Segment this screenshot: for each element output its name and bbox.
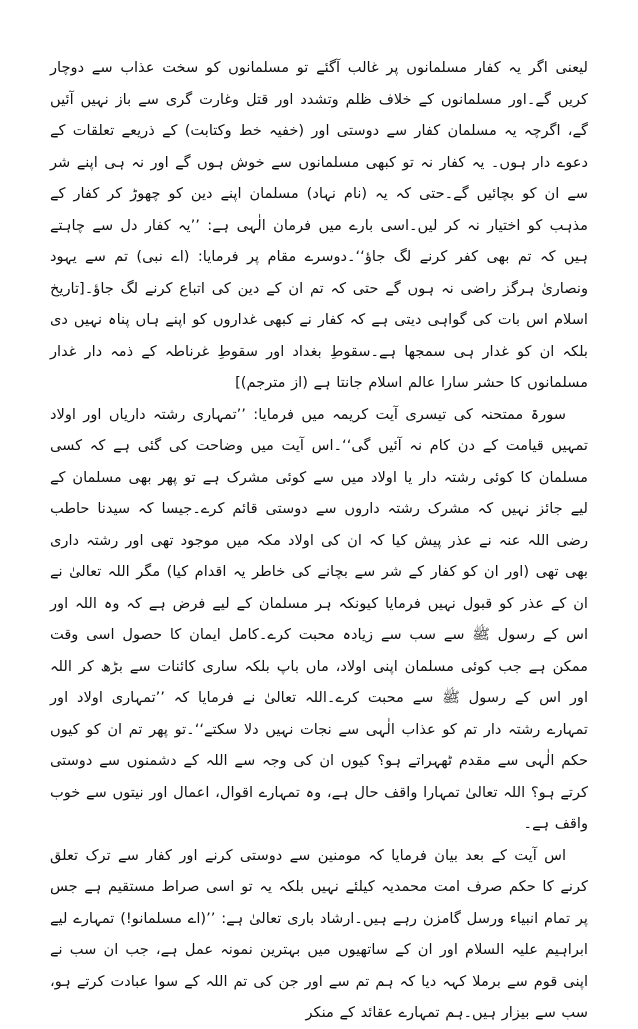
paragraph-surah-mumtahina: سورۃ ممتحنہ کی تیسری آیت کریمہ میں فرمایا: ’’تمہاری رشتہ داریاں اور اولاد تمہیں قیامت کے دن کام نہ آئیں گی‘‘۔اس آیت میں وضاحت کی گئی ہے کہ کسی مسلمان کا کوئی رشتہ دار یا اولاد میں سے کوئی مشرک ہے تو پھر بھی مسلمان کے لیے جائز نہیں کہ مشرک رشتہ داروں سے دوستی قائم کرے۔جیسا کہ سیدنا حاطب رضی اللہ عنہ نے عذر پیش کیا کہ ان کی اولاد مکہ میں موجود تھی اور رشتہ داری بھی تھی (اور ان کو کفار کے شر سے بچانے کی خاطر یہ اقدام کیا) مگر اللہ تعالیٰ نے ان کے عذر کو قبول نہیں فرمایا کیونکہ ہر مسلمان کے لیے فرض ہے کہ وہ اللہ اور اس کے رسول ﷺ سے سب سے زیادہ محبت کرے۔کامل ایمان کا حصول اسی وقت ممکن ہے جب کوئی مسلمان اپنی اولاد، ماں باپ بلکہ ساری کائنات سے بڑھ کر اللہ اور اس کے رسول ﷺ سے محبت کرے۔اللہ تعالیٰ نے فرمایا کہ ’’تمہاری اولاد اور تمہارے رشتہ دار تم کو عذاب الٰہی سے نجات نہیں دلا سکتے‘‘۔تو پھر تم ان کو کیوں حکم الٰہی سے مقدم ٹھہراتے ہو؟ کیوں ان کی وجہ سے اللہ کے دشمنوں سے دوستی کرتے ہو؟ اللہ تعالیٰ تمہارا واقف حال ہے، وہ تمہارے اقوال، اعمال اور نیتوں سے خوب واقف ہے۔ xyxy=(50,405,588,832)
paragraph-intro: لیعنی اگر یہ کفار مسلمانوں پر غالب آگئے تو مسلمانوں کو سخت عذاب سے دوچار کریں گے۔اور مسلمانوں کے خلاف ظلم وتشدد اور قتل وغارت گری سے باز نہیں آئیں گے، اگرچہ یہ مسلمان کفار سے دوستی اور (خفیہ خط وکتابت) کے ذریعے تعلقات کے دعوے دار ہوں۔ یہ کفار نہ تو کبھی مسلمانوں سے خوش ہوں گے اور نہ ہی اپنے شر سے ان کو بچائیں گے۔حتی کہ یہ (نام نہاد) مسلمان اپنے دین کو چھوڑ کر کفار کے مذہب کو اختیار نہ کر لیں۔اسی بارے میں فرمان الٰہی ہے: ’’یہ کفار دل سے چاہتے ہیں کہ تم بھی کفر کرنے لگ جاؤ‘‘۔دوسرے مقام پر فرمایا: (اے نبی) تم سے یہود ونصاریٰ ہرگز راضی نہ ہوں گے حتی کہ تم ان کے دین کی اتباع کرنے لگ جاؤ۔[تاریخ اسلام اس بات کی گواہی دیتی ہے کہ کفار نے کبھی غداروں کو اپنے ہاں پناہ نہیں دی بلکہ ان کو غدار ہی سمجھا ہے۔سقوطِ بغداد اور سقوطِ غرناطہ کے ذمہ دار غدار مسلمانوں کا حشر سارا عالم اسلام جانتا ہے (از مترجم)] xyxy=(50,59,588,391)
paragraph-ibrahim-example: اس آیت کے بعد بیان فرمایا کہ مومنین سے دوستی کرنے اور کفار سے ترک تعلق کرنے کا حکم صرف امت محمدیہ کیلئے نہیں بلکہ یہ تو اسی صراط مستقیم ہے جس پر تمام انبیاء ورسل گامزن رہے ہیں۔ارشاد باری تعالیٰ ہے: ’’(اے مسلمانو!) تمہارے لیے ابراہیم علیہ السلام اور ان کے ساتھیوں میں بہترین نمونہ عمل ہے، جب ان سب نے اپنی قوم سے برملا کہہ دیا کہ ہم تم سے اور جن کی تم اللہ کے سوا عبادت کرتے ہو، سب سے بیزار ہیں۔ہم تمہارے عقائد کے منکر xyxy=(50,846,588,1021)
document-body xyxy=(50,52,588,1029)
